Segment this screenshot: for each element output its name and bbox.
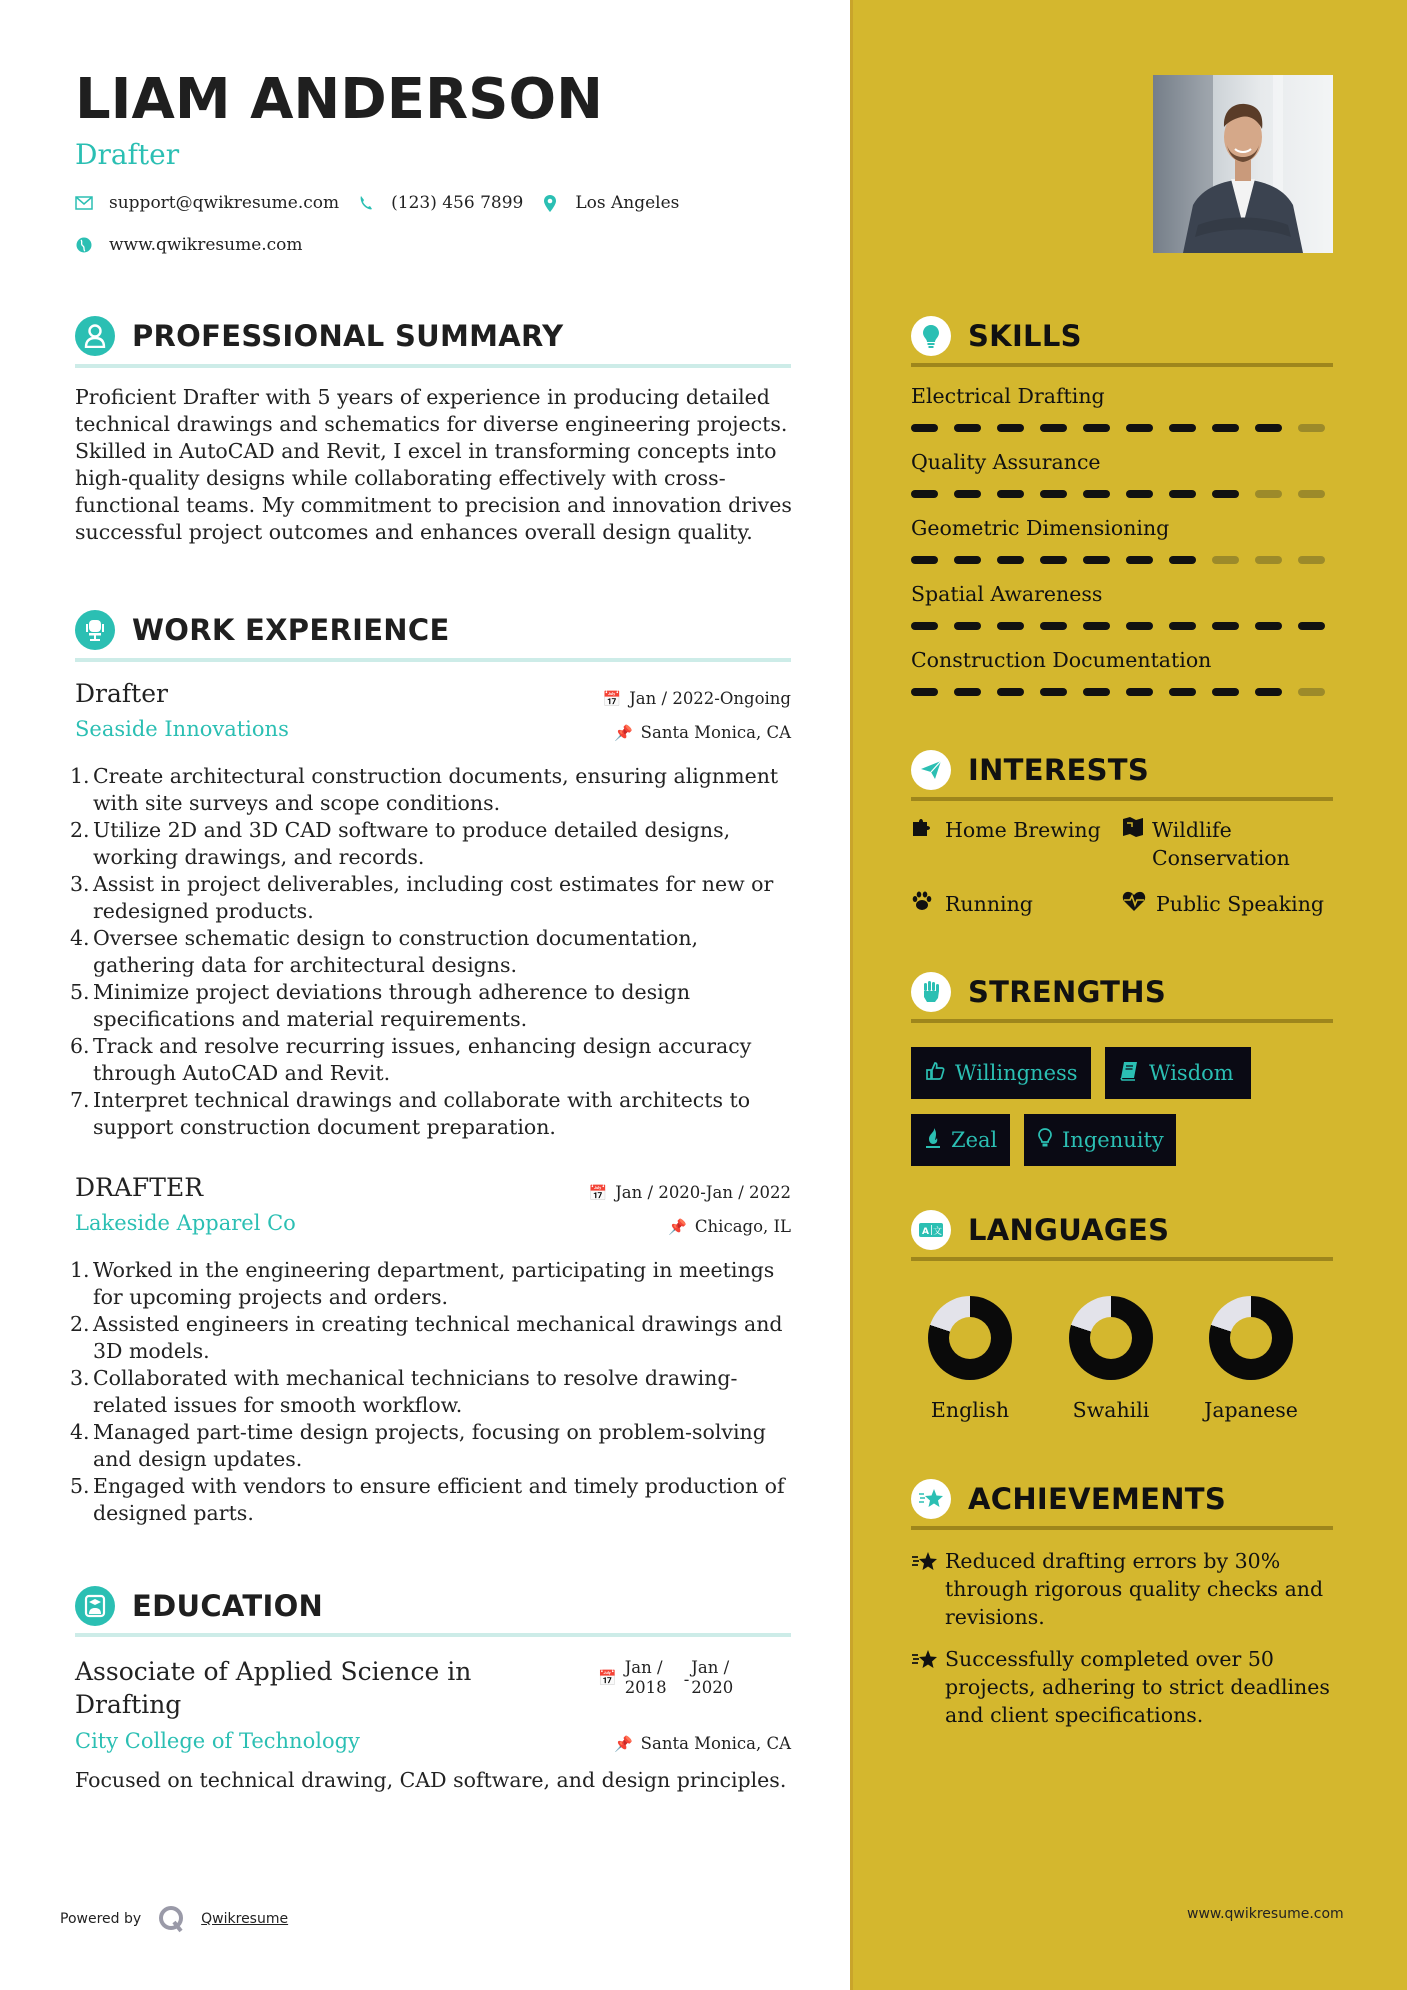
education-location-text: Santa Monica, CA — [640, 1734, 791, 1753]
qwikresume-logo-icon — [157, 1904, 187, 1934]
phone-text[interactable]: (123) 456 7899 — [391, 193, 524, 213]
job-2-title: DRAFTER — [75, 1173, 204, 1202]
rating-dash — [1212, 424, 1239, 432]
experience-divider — [75, 658, 791, 662]
email-link[interactable]: support@qwikresume.com — [109, 193, 340, 213]
strengths-title: STRENGTHS — [968, 975, 1167, 1009]
rating-dash — [1040, 622, 1067, 630]
rating-dash — [1212, 622, 1239, 630]
list-item: 5. Minimize project deviations through adherence to design specifications and material requirements. — [70, 980, 691, 1031]
rating-dash — [1126, 622, 1153, 630]
rating-dash — [1255, 424, 1282, 432]
pushpin-icon: 📌 — [613, 1734, 633, 1753]
list-item: 3. Collaborated with mechanical technicians to resolve drawing-related issues for smooth workflow. — [70, 1366, 738, 1417]
profile-photo — [1153, 75, 1333, 253]
skills-title: SKILLS — [968, 319, 1082, 353]
svg-text:A: A — [922, 1227, 929, 1237]
achievement-text: Successfully completed over 50 projects, adhering to strict deadlines and client specifications. — [945, 1647, 1330, 1727]
rating-dash — [1255, 556, 1282, 564]
skill-item — [911, 516, 1331, 564]
achievement-text: Reduced drafting errors by 30% through rigorous quality checks and revisions. — [945, 1549, 1324, 1629]
education-description: Focused on technical drawing, CAD software, and design principles. — [75, 1768, 787, 1792]
skill-name: Electrical Drafting — [911, 384, 1105, 408]
rating-dash — [1169, 688, 1196, 696]
education-location — [614, 1734, 791, 1753]
interest-item — [911, 890, 1033, 918]
list-item: 1. Create architectural construction documents, ensuring alignment with site surveys and scope conditions. — [70, 764, 779, 815]
summary-title: PROFESSIONAL SUMMARY — [132, 319, 564, 353]
job-2-location — [668, 1217, 791, 1236]
pushpin-icon: 📌 — [668, 1217, 687, 1236]
strength-chip — [1024, 1114, 1176, 1166]
summary-divider — [75, 364, 791, 368]
job-1-dates — [603, 689, 792, 708]
footer-website[interactable]: www.qwikresume.com — [1187, 1906, 1344, 1922]
user-icon — [75, 316, 115, 356]
rating-dash — [1126, 424, 1153, 432]
education-heading — [75, 1586, 323, 1626]
puzzle-icon — [911, 816, 937, 845]
website-link[interactable]: www.qwikresume.com — [109, 235, 303, 255]
rating-dash — [1083, 424, 1110, 432]
rating-dash — [954, 622, 981, 630]
rating-dash — [997, 556, 1024, 564]
rating-dash — [954, 424, 981, 432]
strengths-divider — [911, 1019, 1333, 1023]
rating-dash — [1212, 688, 1239, 696]
calendar-icon: 📅 — [588, 1183, 608, 1202]
list-item: 2. Assisted engineers in creating technical mechanical drawings and 3D models. — [70, 1312, 783, 1363]
rating-dash — [1298, 622, 1325, 630]
skill-rating — [911, 622, 1331, 630]
rating-dash — [1083, 556, 1110, 564]
skill-item — [911, 582, 1331, 630]
rating-dash — [1083, 622, 1110, 630]
contact-row-2 — [75, 235, 321, 255]
calendar-icon: 📅 — [602, 689, 622, 708]
strength-label: Willingness — [955, 1061, 1078, 1085]
skill-name: Quality Assurance — [911, 450, 1101, 474]
rating-dash — [1255, 688, 1282, 696]
list-item: 1. Worked in the engineering department, participating in meetings for upcoming projects and orders. — [70, 1258, 775, 1309]
rating-dash — [911, 622, 938, 630]
interest-label: Wildlife Conservation — [1152, 818, 1290, 870]
rating-dash — [954, 490, 981, 498]
degree-title: Associate of Applied Science in Drafting — [75, 1657, 472, 1719]
job-2-location-text: Chicago, IL — [694, 1217, 791, 1236]
powered-by-text: Powered by — [60, 1911, 142, 1927]
book-icon — [1119, 1061, 1139, 1086]
skill-name: Spatial Awareness — [911, 582, 1103, 606]
interest-label: Public Speaking — [1156, 892, 1325, 916]
qwikresume-link[interactable]: Qwikresume — [201, 1911, 289, 1927]
paw-icon — [911, 890, 937, 918]
rating-dash — [997, 424, 1024, 432]
education-title: EDUCATION — [132, 1589, 324, 1623]
language-name: English — [930, 1398, 1010, 1422]
achievements-divider — [911, 1526, 1333, 1530]
job-1-title: Drafter — [75, 679, 168, 708]
rating-dash — [954, 556, 981, 564]
list-item: 5. Engaged with vendors to ensure efficient and timely production of designed parts. — [70, 1474, 785, 1525]
interest-label: Running — [945, 892, 1033, 916]
strength-label: Wisdom — [1149, 1061, 1234, 1085]
rating-dash — [1255, 490, 1282, 498]
list-item: 3. Assist in project deliverables, including cost estimates for new or redesigned products. — [70, 872, 774, 923]
fist-icon — [911, 972, 951, 1012]
language-name: Japanese — [1204, 1398, 1298, 1422]
skill-rating — [911, 424, 1331, 432]
rating-dash — [997, 622, 1024, 630]
rating-dash — [1298, 490, 1325, 498]
school-name: City College of Technology — [75, 1729, 360, 1753]
location-text: Los Angeles — [575, 193, 680, 213]
rating-dash — [911, 424, 938, 432]
rating-dash — [1040, 688, 1067, 696]
rating-dash — [911, 490, 938, 498]
map-pin-icon — [541, 194, 559, 212]
skills-divider — [911, 363, 1333, 367]
calendar-icon: 📅 — [598, 1669, 617, 1687]
rating-dash — [1169, 556, 1196, 564]
skills-heading — [911, 316, 1082, 356]
fire-icon — [925, 1127, 941, 1154]
list-item: 2. Utilize 2D and 3D CAD software to produce detailed designs, working drawings, and records. — [70, 818, 731, 869]
language-proficiency-donut — [1069, 1296, 1153, 1380]
pushpin-icon: 📌 — [613, 723, 633, 742]
strength-chip — [1105, 1047, 1251, 1099]
lightbulb-icon — [1038, 1128, 1052, 1153]
education-dates — [598, 1658, 736, 1698]
language-item — [1196, 1296, 1306, 1422]
languages-heading — [911, 1210, 1169, 1250]
list-item: 4. Oversee schematic design to construction documentation, gathering data for architectural designs. — [70, 926, 699, 977]
achievement-item — [911, 1645, 1341, 1729]
language-name: Swahili — [1072, 1398, 1150, 1422]
graduate-icon — [75, 1586, 115, 1626]
education-date-separator: - — [683, 1670, 690, 1689]
rating-dash — [1083, 490, 1110, 498]
skill-item — [911, 648, 1331, 696]
svg-text:文: 文 — [933, 1227, 943, 1237]
rating-dash — [911, 688, 938, 696]
strength-label: Zeal — [951, 1128, 998, 1152]
rating-dash — [1212, 556, 1239, 564]
interest-item — [1122, 816, 1332, 872]
job-1-dates-text: Jan / 2022-Ongoing — [629, 689, 791, 708]
heartbeat-icon — [1122, 890, 1148, 919]
rating-dash — [954, 688, 981, 696]
rating-dash — [1040, 490, 1067, 498]
skill-item — [911, 450, 1331, 498]
languages-divider — [911, 1257, 1333, 1261]
job-2-dates-text: Jan / 2020-Jan / 2022 — [615, 1183, 791, 1202]
office-chair-icon — [75, 610, 115, 650]
rating-dash — [997, 490, 1024, 498]
globe-icon — [75, 236, 93, 254]
education-start: Jan / 2018 — [624, 1658, 667, 1697]
list-item: 6. Track and resolve recurring issues, enhancing design accuracy through AutoCAD and Revit. — [70, 1034, 752, 1085]
rating-dash — [911, 556, 938, 564]
envelope-icon — [75, 194, 93, 212]
achievements-heading — [911, 1479, 1226, 1519]
job-2-dates — [589, 1183, 792, 1202]
rating-dash — [997, 688, 1024, 696]
strength-label: Ingenuity — [1062, 1128, 1164, 1152]
translate-icon — [911, 1210, 951, 1250]
languages-title: LANGUAGES — [968, 1213, 1170, 1247]
interests-divider — [911, 797, 1333, 801]
shooting-star-icon — [911, 1479, 951, 1519]
skill-rating — [911, 688, 1331, 696]
education-end: Jan / 2020 — [691, 1658, 734, 1697]
job-1-bullets — [70, 763, 800, 1141]
rating-dash — [1169, 424, 1196, 432]
powered-by — [60, 1904, 288, 1934]
strength-chip — [911, 1047, 1091, 1099]
list-item: 4. Managed part-time design projects, focusing on problem-solving and design updates. — [70, 1420, 766, 1471]
rating-dash — [1169, 490, 1196, 498]
rating-dash — [1126, 556, 1153, 564]
skill-name: Construction Documentation — [911, 648, 1212, 672]
contact-row-1 — [75, 193, 697, 213]
shooting-star-icon — [911, 1645, 945, 1729]
experience-title: WORK EXPERIENCE — [132, 613, 450, 647]
job-2-bullets — [70, 1257, 800, 1527]
job-1-company: Seaside Innovations — [75, 717, 289, 741]
strength-chip — [911, 1114, 1010, 1166]
rating-dash — [1040, 424, 1067, 432]
language-item — [1056, 1296, 1166, 1422]
summary-text: Proficient Drafter with 5 years of experience in producing detailed technical drawings and schematics for diverse engineering projects. Skilled in AutoCAD and Revit, I excel in transforming concepts into high-quality designs while collaborating effectively with cross-functional teams. My commitment to precision and innovation drives successful project outcomes and enhances overall design quality. — [75, 385, 792, 544]
job-2-company: Lakeside Apparel Co — [75, 1211, 296, 1235]
interests-title: INTERESTS — [968, 753, 1150, 787]
person-photo-icon — [1153, 75, 1333, 253]
rating-dash — [1083, 688, 1110, 696]
rating-dash — [1040, 556, 1067, 564]
lightbulb-icon — [911, 316, 951, 356]
skill-rating — [911, 490, 1331, 498]
list-item: 7. Interpret technical drawings and collaborate with architects to support construction document preparation. — [70, 1088, 751, 1139]
rating-dash — [1298, 424, 1325, 432]
strengths-heading — [911, 972, 1166, 1012]
interest-item — [1122, 890, 1324, 919]
summary-heading — [75, 316, 563, 356]
thumbs-up-icon — [925, 1061, 945, 1086]
interest-item — [911, 816, 1101, 845]
language-item — [915, 1296, 1025, 1422]
rating-dash — [1126, 490, 1153, 498]
job-1-location — [614, 723, 791, 742]
interest-label: Home Brewing — [945, 818, 1101, 842]
job-1-location-text: Santa Monica, CA — [640, 723, 791, 742]
language-proficiency-donut — [928, 1296, 1012, 1380]
phone-icon — [357, 194, 375, 212]
candidate-name: LIAM ANDERSON — [75, 67, 603, 132]
experience-heading — [75, 610, 450, 650]
rating-dash — [1255, 622, 1282, 630]
rating-dash — [1169, 622, 1196, 630]
skill-rating — [911, 556, 1331, 564]
paper-plane-icon — [911, 750, 951, 790]
achievements-title: ACHIEVEMENTS — [968, 1482, 1227, 1516]
achievement-item — [911, 1547, 1341, 1631]
rating-dash — [1298, 688, 1325, 696]
language-proficiency-donut — [1209, 1296, 1293, 1380]
map-icon — [1122, 816, 1144, 872]
education-divider — [75, 1633, 791, 1637]
job-title: Drafter — [75, 138, 180, 171]
shooting-star-icon — [911, 1547, 945, 1631]
rating-dash — [1298, 556, 1325, 564]
rating-dash — [1212, 490, 1239, 498]
skill-name: Geometric Dimensioning — [911, 516, 1170, 540]
rating-dash — [1126, 688, 1153, 696]
interests-heading — [911, 750, 1149, 790]
skill-item — [911, 384, 1331, 432]
